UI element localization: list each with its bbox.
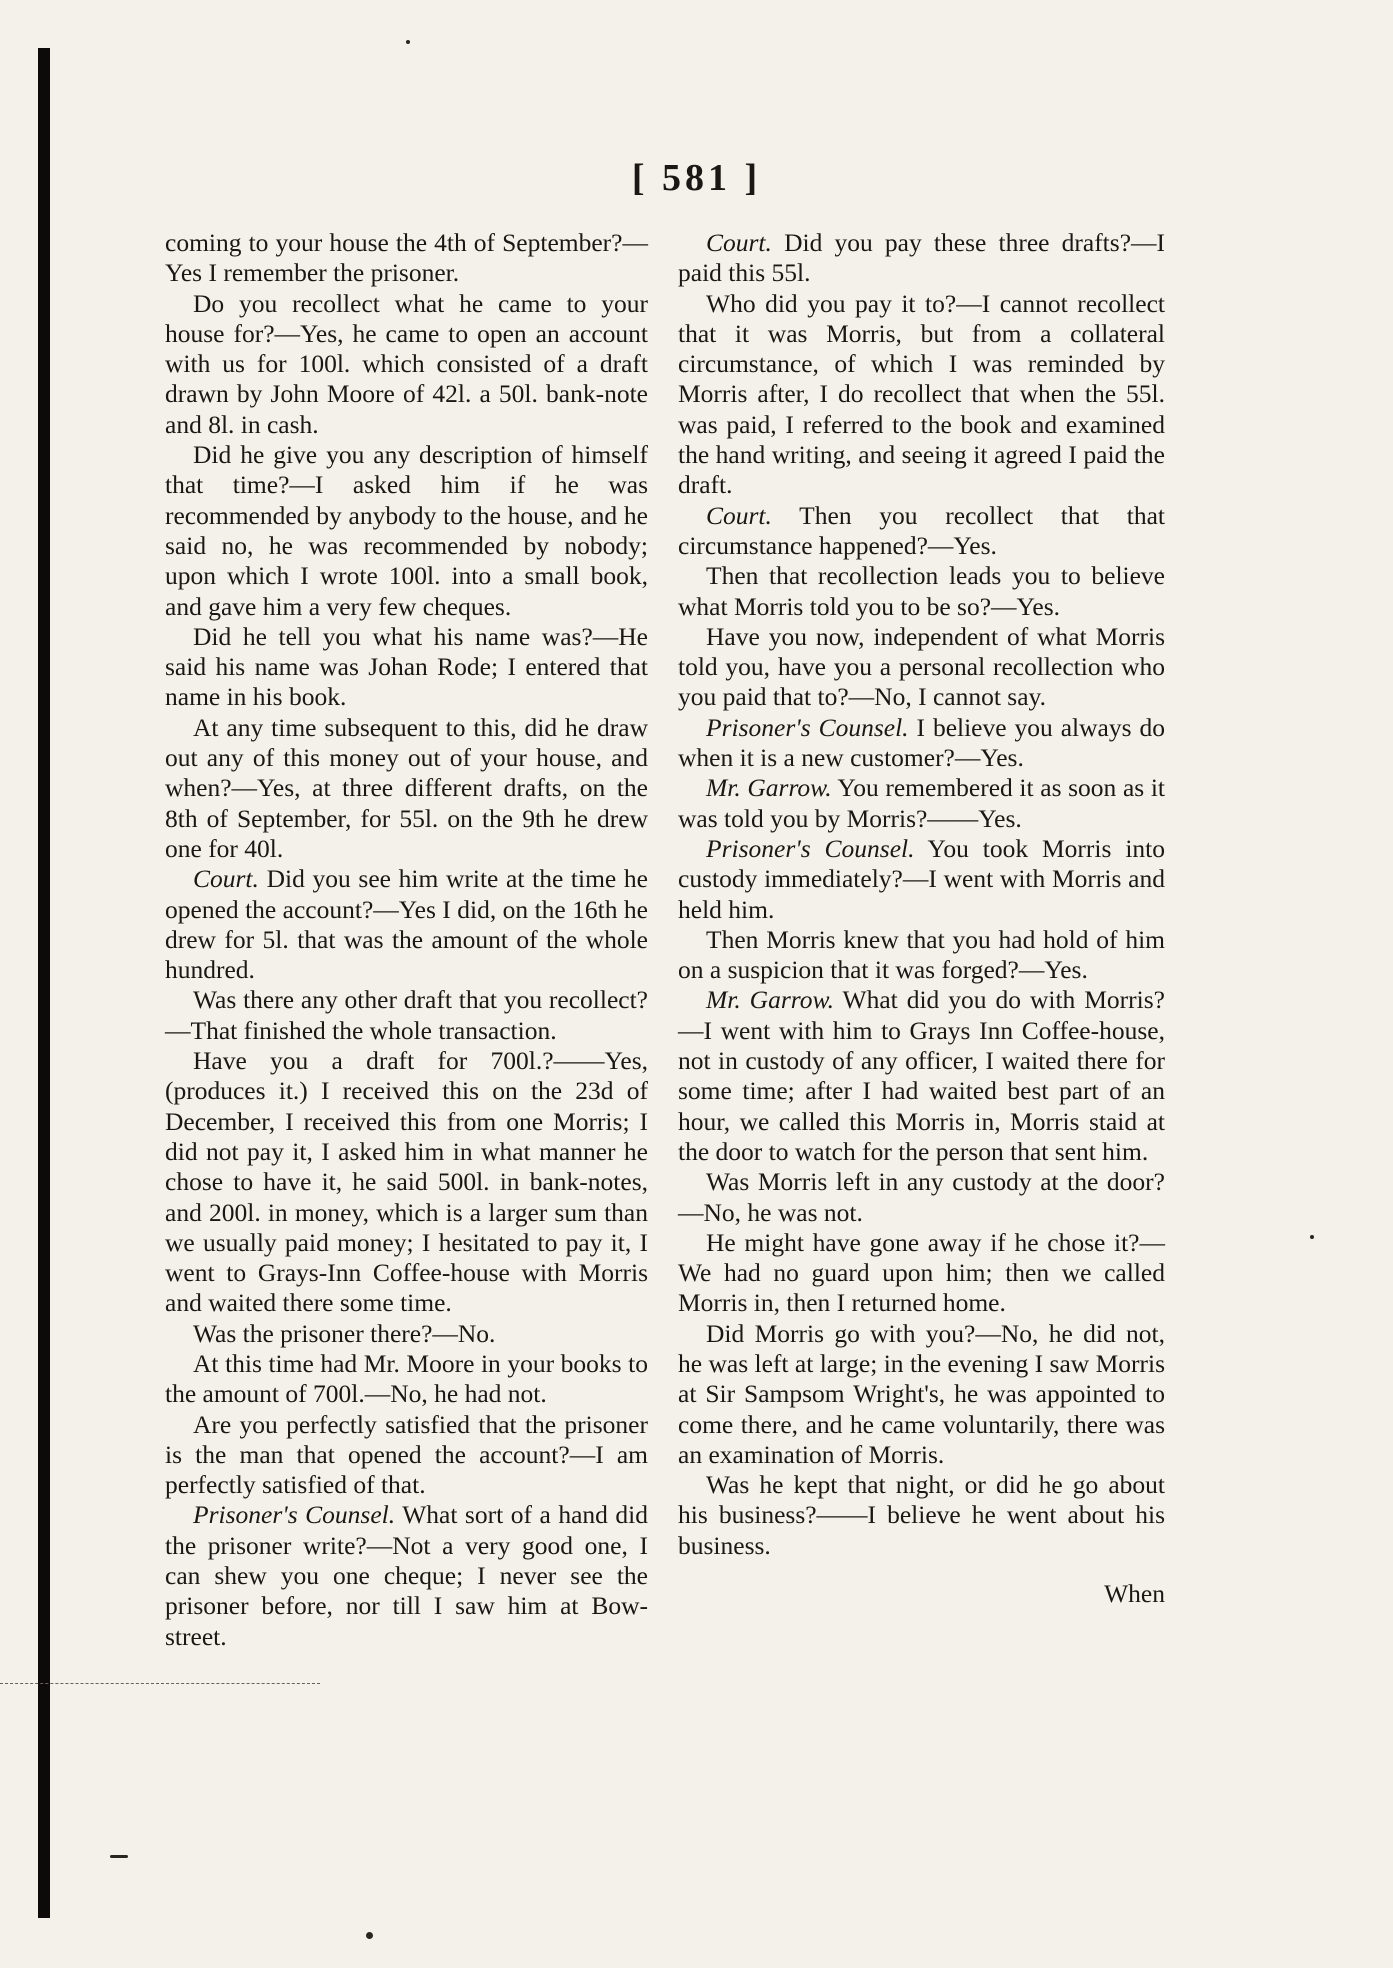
ink-speck — [110, 1855, 128, 1858]
paragraph — [678, 925, 1165, 986]
speaker-label: Prisoner's Counsel. — [193, 1500, 396, 1530]
paragraph — [678, 289, 1165, 501]
paragraph-text: Then that recollection leads you to believe what Morris told you to be so?—Yes. — [678, 561, 1165, 621]
paragraph — [678, 985, 1165, 1167]
paragraph-text: Was he kept that night, or did he go about his business?——I believe he went about his business. — [678, 1470, 1165, 1560]
paragraph — [678, 228, 1165, 289]
paragraph — [678, 1319, 1165, 1470]
paragraph-text: Was Morris left in any custody at the door?—No, he was not. — [678, 1167, 1165, 1227]
catchword: When — [1104, 1579, 1165, 1609]
ink-speck — [406, 40, 410, 44]
paragraph-text: He might have gone away if he chose it?—We had no guard upon him; then we called Morris in, then I returned home. — [678, 1227, 1165, 1318]
speaker-label: Mr. Garrow. — [706, 773, 832, 803]
right-column — [678, 228, 1165, 1609]
paragraph — [165, 1349, 648, 1410]
margin-dash-mark — [0, 1683, 320, 1684]
paragraph-text: At this time had Mr. Moore in your books to the amount of 700l.—No, he had not. — [165, 1348, 648, 1409]
paragraph — [678, 1167, 1165, 1228]
paragraph — [678, 773, 1165, 834]
paragraph-text: Did he give you any description of himself that time?—I asked him if he was recommended by anybody to the house, and he said no, he was recommended by nobody; upon which I wrote 100l. into a small book, and gave him a very few cheques. — [165, 440, 648, 621]
paragraph — [678, 501, 1165, 562]
speaker-label: Court. — [706, 228, 772, 257]
paragraph — [165, 440, 648, 622]
paragraph — [678, 834, 1165, 925]
paragraph — [165, 713, 648, 864]
paragraph-text: Have you now, independent of what Morris told you, have you a personal recollection who you paid that to?—No, I cannot say. — [678, 621, 1165, 712]
paragraph-text: Did you pay these three drafts?—I paid this 55l. — [678, 228, 1165, 288]
paragraph — [165, 622, 648, 713]
paragraph-text: What sort of a hand did the prisoner write?—Not a very good one, I can shew you one cheque; I never see the prisoner before, nor till I saw him at Bow-street. — [165, 1500, 648, 1651]
paragraph — [165, 289, 648, 440]
paragraph-text: At any time subsequent to this, did he draw out any of this money out of your house, and when?—Yes, at three different drafts, on the 8th of September, for 55l. on the 9th he drew one for 40l. — [165, 712, 648, 863]
paragraph-text: Have you a draft for 700l.?——Yes, (produces it.) I received this on the 23d of December, I received this from one Morris; I did not pay it, I asked him in what manner he chose to have it, he said 500l. in bank-notes, and 200l. in money, which is a larger sum than we usually paid money; I hesitated to pay it, I went to Grays-Inn Coffee-house with Morris and waited there some time. — [165, 1046, 648, 1318]
paragraph — [165, 985, 648, 1046]
paragraph-text: Then you recollect that that circumstance happened?—Yes. — [678, 500, 1165, 560]
paragraph-text: Do you recollect what he came to your house for?—Yes, he came to open an account with us for 100l. which consisted of a draft drawn by John Moore of 42l. a 50l. bank-note and 8l. in cash. — [165, 288, 648, 439]
speaker-label: Court. — [706, 500, 772, 530]
speaker-label: Mr. Garrow. — [706, 985, 834, 1015]
page-number: [ 581 ] — [631, 157, 762, 199]
paragraph — [678, 1228, 1165, 1319]
paragraph-text: Was the prisoner there?—No. — [193, 1318, 496, 1348]
paragraph-text: Did he tell you what his name was?—He said his name was Johan Rode; I entered that name in his book. — [165, 621, 648, 712]
paragraph-text: coming to your house the 4th of September?—Yes I remember the prisoner. — [165, 228, 648, 288]
paragraph — [165, 1319, 648, 1349]
paragraph — [165, 1046, 648, 1319]
paragraph — [165, 1410, 648, 1501]
speaker-label: Prisoner's Counsel. — [706, 712, 909, 742]
paragraph-text: What did you do with Morris?—I went with him to Grays Inn Coffee-house, not in custody of any officer, I waited there for some time; after I had waited best part of an hour, we called this Morris in, Morris staid at the door to watch for the person that sent him. — [678, 985, 1165, 1166]
binding-edge — [38, 48, 50, 1918]
paragraph-text: Did Morris go with you?—No, he did not, he was left at large; in the evening I saw Morris at Sir Sampsom Wright's, he was appointed to come there, and he came voluntarily, there was an examination of Morris. — [678, 1318, 1165, 1469]
paragraph — [678, 1470, 1165, 1561]
ink-speck — [1310, 1235, 1314, 1239]
paragraph-text: Are you perfectly satisfied that the prisoner is the man that opened the account?—I am perfectly satisfied of that. — [165, 1409, 648, 1500]
paragraph-text: Who did you pay it to?—I cannot recollect that it was Morris, but from a collateral circumstance, of which I was reminded by Morris after, I do recollect that when the 55l. was paid, I referred to the book and examined the hand writing, and seeing it agreed I paid the draft. — [678, 288, 1165, 500]
paragraph — [678, 561, 1165, 622]
paragraph-text: You remembered it as soon as it was told you by Morris?——Yes. — [678, 773, 1165, 833]
paragraph — [678, 713, 1165, 774]
paragraph-text: Did you see him write at the time he opened the account?—Yes I did, on the 16th he drew for 5l. that was the amount of the whole hundred. — [165, 864, 648, 985]
speaker-label: Prisoner's Counsel. — [706, 833, 915, 863]
ink-speck — [366, 1932, 373, 1939]
paragraph — [165, 1500, 648, 1651]
paragraph — [165, 864, 648, 985]
paragraph — [678, 622, 1165, 713]
paragraph — [165, 228, 648, 289]
paragraph-text: I believe you always do when it is a new customer?—Yes. — [678, 712, 1165, 773]
paragraph-text: Was there any other draft that you recollect?—That finished the whole transaction. — [165, 985, 648, 1045]
left-column — [165, 228, 648, 1652]
speaker-label: Court. — [193, 864, 259, 894]
paragraph-text: Then Morris knew that you had hold of him on a suspicion that it was forged?—Yes. — [678, 924, 1165, 985]
paragraph-text: You took Morris into custody immediately?—I went with Morris and held him. — [678, 833, 1165, 924]
